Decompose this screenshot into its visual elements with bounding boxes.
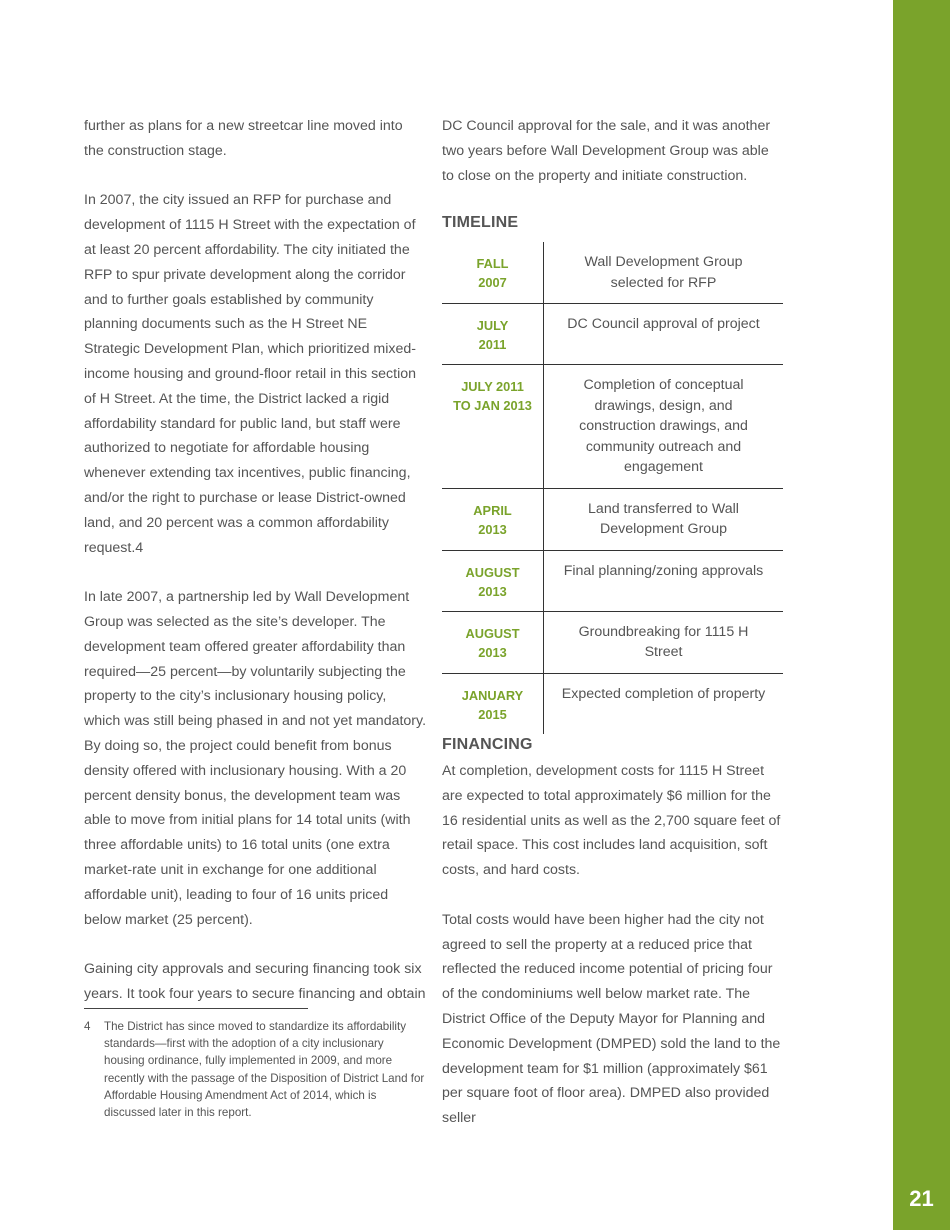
timeline-event: Wall Development Group selected for RFP	[584, 254, 743, 291]
body-paragraph: DC Council approval for the sale, and it was another two years before Wall Development Group was able to close on the property and initiate construction.	[442, 118, 771, 184]
timeline-event: Final planning/zoning approvals	[563, 562, 764, 579]
timeline-event: Groundbreaking for 1115 H Street	[578, 623, 749, 660]
timeline-event: DC Council approval of project	[567, 316, 760, 332]
footnote	[84, 1018, 426, 1121]
timeline-row	[442, 365, 783, 489]
body-paragraph: Total costs would have been higher had the city not agreed to sell the property at a reduced price that reflected the reduced income potential of pricing four of the condominiums well below market rate. The District Office of the Deputy Mayor for Planning and Economic Development (DMPED) sold the land to the development team for $1 million (approximately $61 per square foot of floor area). DMPED also provided seller	[442, 911, 781, 1127]
footnote-number: 4	[84, 1020, 91, 1033]
left-column	[84, 114, 426, 1031]
timeline-row	[442, 304, 783, 365]
timeline-table	[442, 242, 783, 734]
financing-body	[442, 759, 787, 1156]
timeline-date: AUGUST 2013	[442, 551, 544, 611]
timeline-date: JULY 2011 TO JAN 2013	[442, 365, 544, 488]
timeline-date: FALL 2007	[442, 242, 544, 303]
body-paragraph: At completion, development costs for 1115 H Street are expected to total approximately $6 million for the 16 residential units as well as the 2,700 square feet of retail space. This cost includes land acquisition, soft costs, and hard costs.	[442, 763, 781, 879]
page-number: 21	[909, 1186, 934, 1211]
footnote-divider	[84, 1008, 308, 1009]
timeline-row	[442, 489, 783, 551]
page-sidebar-band	[893, 0, 950, 1230]
body-paragraph: further as plans for a new streetcar line moved into the construction stage.	[84, 118, 403, 159]
timeline-event: Completion of conceptual drawings, design, and construction drawings, and community outreach and engagement	[579, 377, 748, 475]
timeline-date: JULY 2011	[442, 304, 544, 364]
body-paragraph: In 2007, the city issued an RFP for purchase and development of 1115 H Street with the expectation of at least 20 percent affordability. The city initiated the RFP to spur private development along the corridor and to further goals established by community planning documents such as the H Street NE Strategic Development Plan, which prioritized mixed-income housing and ground-floor retail in this section of H Street. At the time, the District lacked a rigid affordability standard for public land, but staff were authorized to negotiate for affordable housing whenever extending tax incentives, public financing, and/or the right to purchase or lease District-owned land, and 20 percent was a common affordability request.4	[84, 192, 417, 556]
body-paragraph: Gaining city approvals and securing financing took six years. It took four years to secure financing and obtain	[84, 961, 426, 1002]
body-paragraph: In late 2007, a partnership led by Wall Development Group was selected as the site’s developer. The development team offered greater affordability than required—25 percent—by voluntarily subjecting the property to the city’s inclusionary housing policy, which was still being phased in and not yet mandatory. By doing so, the project could benefit from bonus density offered with inclusionary housing. With a 20 percent density bonus, the development team was able to move from initial plans for 14 total units (with three affordable units) to 16 total units (one extra market-rate unit in exchange for one additional affordable unit), leading to four of 16 units priced below market (25 percent).	[84, 589, 427, 928]
right-column-intro	[442, 114, 784, 188]
financing-heading: FINANCING	[442, 736, 533, 753]
timeline-event: Expected completion of property	[561, 685, 766, 702]
timeline-row	[442, 551, 783, 612]
timeline-row	[442, 242, 783, 304]
timeline-event: Land transferred to Wall Development Group	[588, 500, 739, 537]
timeline-heading: TIMELINE	[442, 214, 519, 231]
timeline-date: APRIL 2013	[442, 489, 544, 550]
timeline-row	[442, 674, 783, 734]
timeline-date: AUGUST 2013	[442, 612, 544, 673]
timeline-date: JANUARY 2015	[442, 674, 544, 734]
timeline-row	[442, 612, 783, 674]
footnote-text: The District has since moved to standardize its affordability standards—first with the adoption of a city inclusionary housing ordinance, fully implemented in 2009, and more recently with the passage of the Disposition of District Land for Affordable Housing Amendment Act of 2014, which is discussed later in this report.	[104, 1020, 425, 1120]
